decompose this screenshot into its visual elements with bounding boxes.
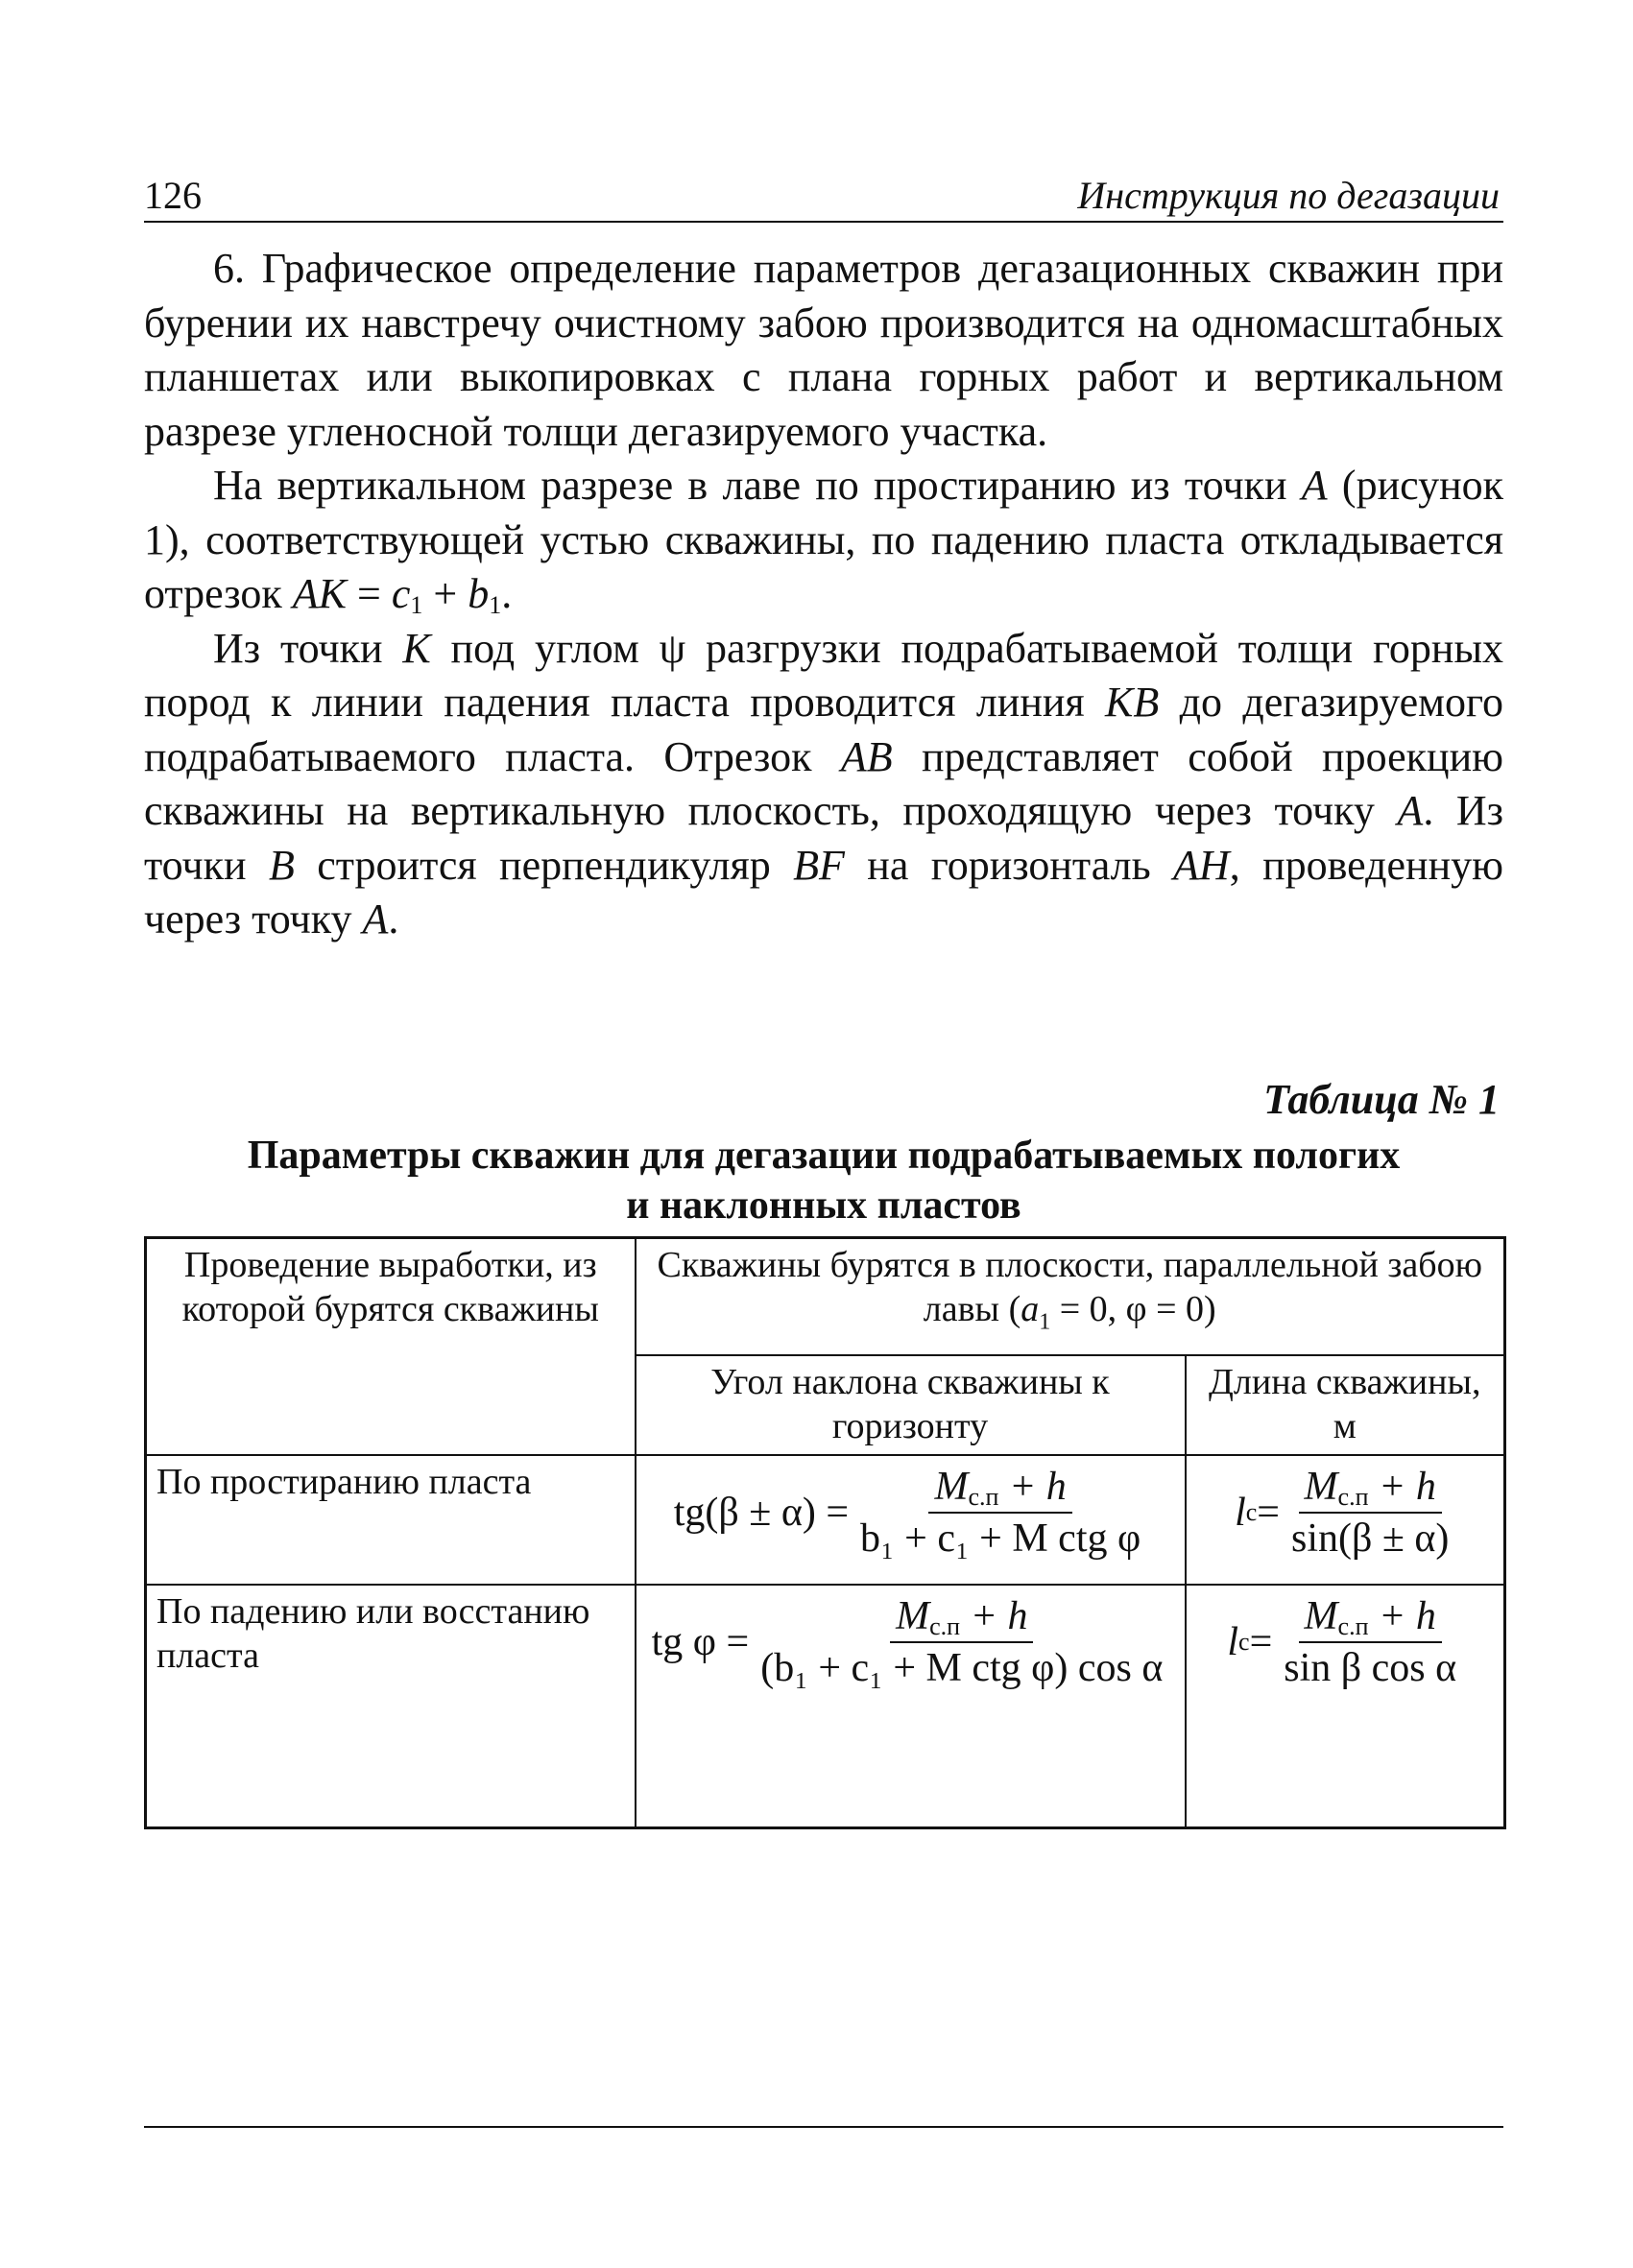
- paragraph-3: Из точки K под углом ψ разгрузки подрабатываемой толщи горных пород к линии падения пласта проводится линия KB до дегазируемого подрабатываемого пласта. Отрезок AB представляет собой проекцию скважины на вертикальную плоскость, проходящую через точку A. Из точки B строится перпендикуляр BF на горизонталь AH, проведенную через точку A.: [144, 624, 1504, 943]
- header-cell-length: Длина скважины, м: [1186, 1355, 1505, 1455]
- var-c: c: [391, 570, 411, 617]
- running-title: Инструкция по дегазации: [1077, 174, 1500, 217]
- point-a: A: [362, 895, 389, 943]
- document-page: [144, 0, 1503, 2268]
- length-formula: l c = $\frac{M_{с.п} + h}{\sin(\beta \pm \alpha)}$: [1186, 1455, 1505, 1585]
- angle-formula: tg φ = $\frac{M_{с.п} + h}{\text{(b₁ + c₁ + M ctg φ) cos α}}$: [636, 1585, 1186, 1828]
- point-a: A: [1397, 787, 1424, 834]
- header-cell-angle: Угол наклона скважины к горизонту: [636, 1355, 1186, 1455]
- point-k: K: [402, 624, 431, 672]
- perpendicular-bf: BF: [793, 841, 845, 889]
- header-cell-drilling-plane: Скважины бурятся в плоскости, параллельной забою лавы ($a_1 = 0$, φ = 0): [636, 1238, 1505, 1355]
- point-a: A: [1301, 462, 1328, 509]
- table-title: Параметры скважин для дегазации подрабатываемых пологих и наклонных пластов: [247, 1134, 1401, 1228]
- var-b: b: [468, 570, 490, 617]
- table-row: [146, 1455, 1505, 1585]
- line-kb: KB: [1105, 679, 1160, 726]
- horizontal-ah: AH: [1173, 841, 1230, 889]
- segment-ak: AK: [292, 570, 347, 617]
- parameters-table: [144, 1236, 1506, 1829]
- header-cell-excavation: Проведение выработки, из которой бурятся скважины: [146, 1238, 636, 1455]
- body-text: [144, 242, 1503, 947]
- point-b: B: [268, 841, 295, 889]
- length-formula: l c = $\frac{M_{с.п} + h}{\text{sin β cos α}}$: [1186, 1585, 1505, 1828]
- row-label: По падению или восстанию пласта: [146, 1585, 636, 1828]
- row-label: По простиранию пласта: [146, 1455, 636, 1585]
- paragraph-2: На вертикальном разрезе в лаве по простиранию из точки A (рисунок 1), соответствующей устью скважины, по падению пласта откладывается отрезок AK = $c_1 + b_1$.: [144, 462, 1503, 619]
- table-caption: Таблица № 1: [1263, 1076, 1500, 1123]
- angle-formula: tg(β ± α) = $\frac{M_{с.п} + h}{\text{b₁ + c₁ + M ctg φ}}$: [636, 1455, 1186, 1585]
- segment-ab: AB: [840, 732, 893, 780]
- page-header: [144, 171, 1503, 223]
- page-number: 126: [144, 174, 202, 217]
- paragraph-1: 6. Графическое определение параметров дегазационных скважин при бурении их навстречу очистному забою производится на одномасштабных планшетах или выкопировках с плана горных работ и вертикальном разрезе угленосной толщи дегазируемого участка.: [144, 245, 1503, 455]
- table-row: [146, 1585, 1505, 1828]
- footer-rule: [144, 2126, 1503, 2128]
